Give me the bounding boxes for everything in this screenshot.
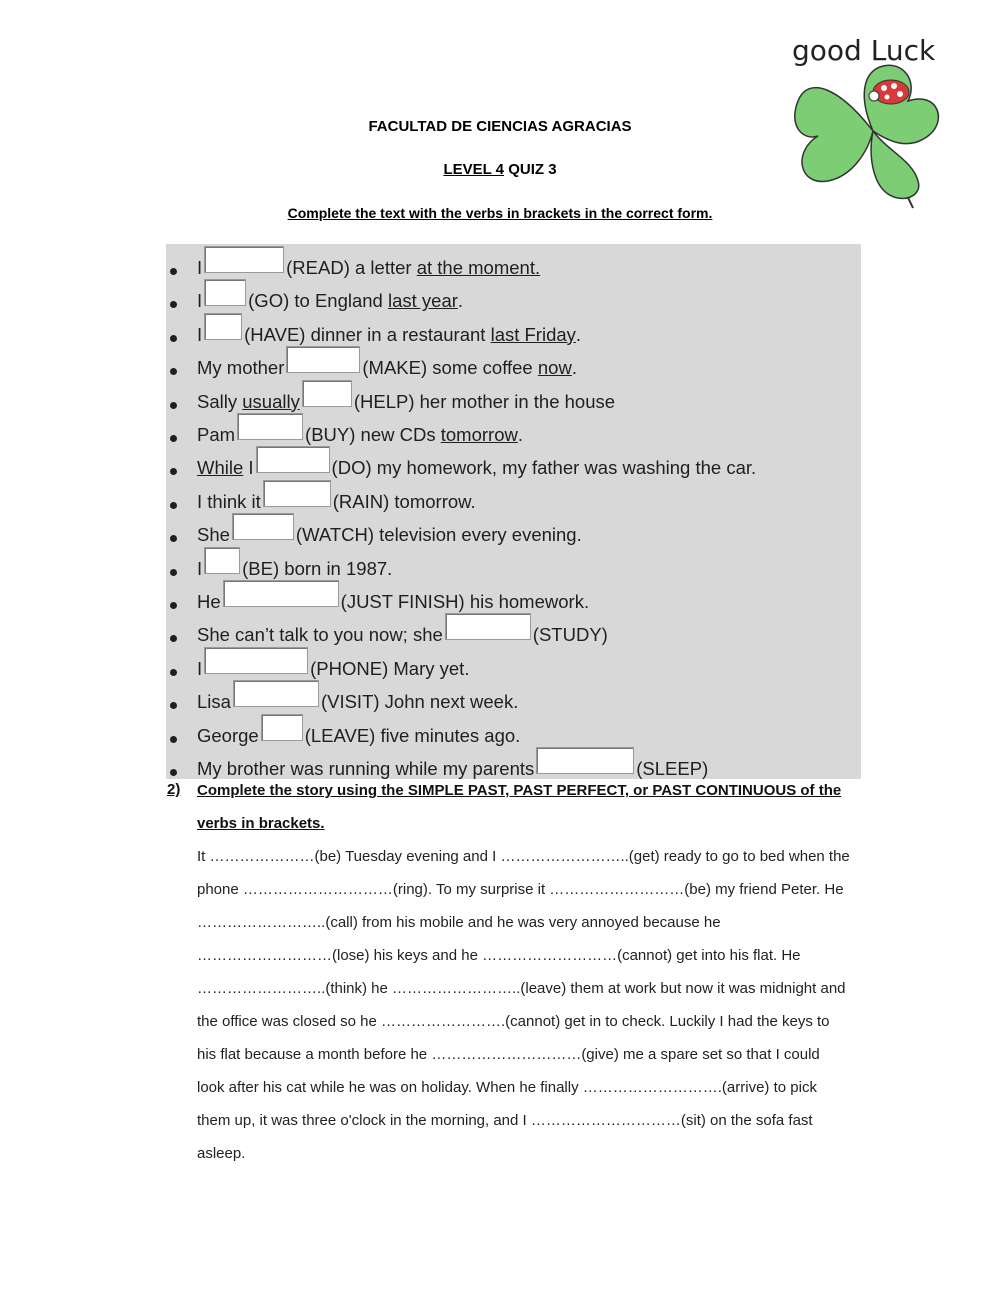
answer-input[interactable] xyxy=(445,613,531,640)
institution-title: FACULTAD DE CIENCIAS AGRACIAS xyxy=(368,118,632,135)
item-text xyxy=(197,486,476,513)
item-suffix: (LEAVE) five minutes ago. xyxy=(304,724,521,746)
item-prefix: I think it xyxy=(197,490,261,512)
underlined-time-expression: last Friday xyxy=(490,323,576,345)
underlined-word: While xyxy=(197,457,244,479)
item-text xyxy=(197,252,540,279)
story-line: the office was closed so he …………………….(cannot) get in to check. Luckily I had the keys to xyxy=(197,1013,830,1030)
bullet-icon xyxy=(170,769,177,776)
good-luck-clover-logo xyxy=(778,26,948,212)
clover-leaves-icon xyxy=(795,65,939,198)
item-text xyxy=(197,352,577,379)
item-text xyxy=(197,720,520,747)
item-suffix: (JUST FINISH) his homework. xyxy=(340,591,590,612)
answer-input[interactable] xyxy=(204,547,240,574)
answer-input[interactable] xyxy=(204,313,242,340)
item-text xyxy=(197,619,608,646)
item-prefix: Pam xyxy=(197,424,236,445)
story-line: phone …………………………(ring). To my surprise it ………………………(be) my friend Peter. He xyxy=(197,881,844,898)
item-suffix: (RAIN) tomorrow. xyxy=(332,490,476,512)
item-suffix: (MAKE) some coffee xyxy=(362,357,538,379)
item-text xyxy=(197,653,469,680)
answer-input[interactable] xyxy=(232,513,294,540)
underlined-time-expression: last year xyxy=(387,290,458,312)
bullet-icon xyxy=(170,435,177,442)
answer-input[interactable] xyxy=(204,647,308,674)
story-line: ……………………..(call) from his mobile and he was very annoyed because he xyxy=(197,914,721,931)
underlined-time-expression: tomorrow xyxy=(440,424,518,445)
story-line: them up, it was three o'clock in the morning, and I …………………………(sit) on the sofa fast xyxy=(197,1112,813,1129)
item-end: . xyxy=(571,357,577,379)
bullet-icon xyxy=(170,335,177,342)
item-suffix: (STUDY) xyxy=(532,624,608,646)
story-line: look after his cat while he was on holiday. When he finally ……………………….(arrive) to pick xyxy=(197,1079,817,1096)
item-text xyxy=(197,452,756,479)
item-text xyxy=(197,319,581,346)
quiz-label: QUIZ 3 xyxy=(504,161,557,178)
story-line: asleep. xyxy=(197,1145,246,1162)
bullet-icon xyxy=(170,736,177,743)
item-suffix: (WATCH) television every evening. xyxy=(295,524,582,546)
item-text xyxy=(197,686,518,713)
item-suffix: (GO) to England xyxy=(248,290,388,312)
item-prefix: I xyxy=(197,257,203,278)
item-suffix: (SLEEP) xyxy=(636,758,709,779)
answer-input[interactable] xyxy=(223,580,339,607)
underlined-word: usually xyxy=(242,390,300,412)
item-suffix: (VISIT) John next week. xyxy=(320,691,519,713)
bullet-icon xyxy=(170,702,177,709)
item-suffix: (READ) a letter xyxy=(286,257,417,278)
item-suffix: (DO) my homework, my father was washing the car. xyxy=(331,457,757,479)
answer-input[interactable] xyxy=(536,747,634,774)
exercise-2-instruction: Complete the story using the SIMPLE PAST, PAST PERFECT, or PAST CONTINUOUS of the verbs in brackets. xyxy=(197,782,842,832)
instruction-heading: Complete the text with the verbs in brackets in the correct form. xyxy=(287,205,713,221)
answer-input[interactable] xyxy=(204,246,284,273)
bullet-icon xyxy=(170,368,177,375)
answer-input[interactable] xyxy=(302,380,352,407)
item-prefix: My mother xyxy=(197,357,285,379)
item-end: . xyxy=(575,323,582,345)
bullet-icon xyxy=(170,602,177,609)
item-prefix: I xyxy=(197,557,203,579)
item-end: . xyxy=(457,290,464,312)
underlined-time-expression: now xyxy=(537,357,572,379)
bullet-icon xyxy=(170,301,177,308)
item-prefix: He xyxy=(197,591,221,612)
item-text xyxy=(197,519,582,546)
item-text xyxy=(197,586,589,613)
item-prefix: My brother was running while my parents xyxy=(197,758,535,779)
item-text xyxy=(197,386,615,413)
item-prefix: Sally xyxy=(197,390,243,412)
answer-input[interactable] xyxy=(233,680,319,707)
bullet-icon xyxy=(170,268,177,275)
item-prefix: She xyxy=(197,524,230,546)
level-label: LEVEL 4 xyxy=(443,161,505,178)
item-suffix: (HAVE) dinner in a restaurant xyxy=(244,323,491,345)
item-prefix: I xyxy=(197,290,203,312)
answer-input[interactable] xyxy=(261,714,303,741)
story-line: It …………………(be) Tuesday evening and I ……………………..(get) ready to go to bed when the xyxy=(197,848,850,865)
bullet-icon xyxy=(170,669,177,676)
item-text xyxy=(197,419,523,446)
answer-input[interactable] xyxy=(204,279,246,306)
exercise-1-panel xyxy=(166,244,861,779)
story-text xyxy=(197,840,862,1170)
bullet-icon xyxy=(170,635,177,642)
answer-input[interactable] xyxy=(263,480,331,507)
exercise-2-number: 2) xyxy=(167,781,181,798)
item-prefix: I xyxy=(197,657,203,679)
item-prefix: I xyxy=(243,457,254,479)
answer-input[interactable] xyxy=(256,446,330,473)
story-line: ……………………..(think) he ……………………..(leave) them at work but now it was midnight and xyxy=(197,980,846,997)
item-text xyxy=(197,285,463,312)
answer-input[interactable] xyxy=(237,413,303,440)
bullet-icon xyxy=(170,569,177,576)
answer-input[interactable] xyxy=(286,346,360,373)
item-end: . xyxy=(517,424,523,445)
item-prefix: She can’t talk to you now; she xyxy=(197,624,443,646)
item-suffix: (BUY) new CDs xyxy=(305,424,441,445)
item-prefix: Lisa xyxy=(197,691,231,713)
bullet-icon xyxy=(170,468,177,475)
item-prefix: George xyxy=(197,724,259,746)
bullet-icon xyxy=(170,535,177,542)
bullet-icon xyxy=(170,502,177,509)
underlined-time-expression: at the moment. xyxy=(416,257,541,278)
item-suffix: (BE) born in 1987. xyxy=(242,557,393,579)
story-line: his flat because a month before he …………………………(give) me a spare set so that I could xyxy=(197,1046,820,1063)
item-text xyxy=(197,553,392,580)
item-suffix: (PHONE) Mary yet. xyxy=(310,657,470,679)
story-line: ………………………(lose) his keys and he ………………………(cannot) get into his flat. He xyxy=(197,947,801,964)
item-prefix: I xyxy=(197,323,203,345)
logo-text: good Luck xyxy=(792,34,936,67)
bullet-icon xyxy=(170,402,177,409)
item-suffix: (HELP) her mother in the house xyxy=(353,390,616,412)
